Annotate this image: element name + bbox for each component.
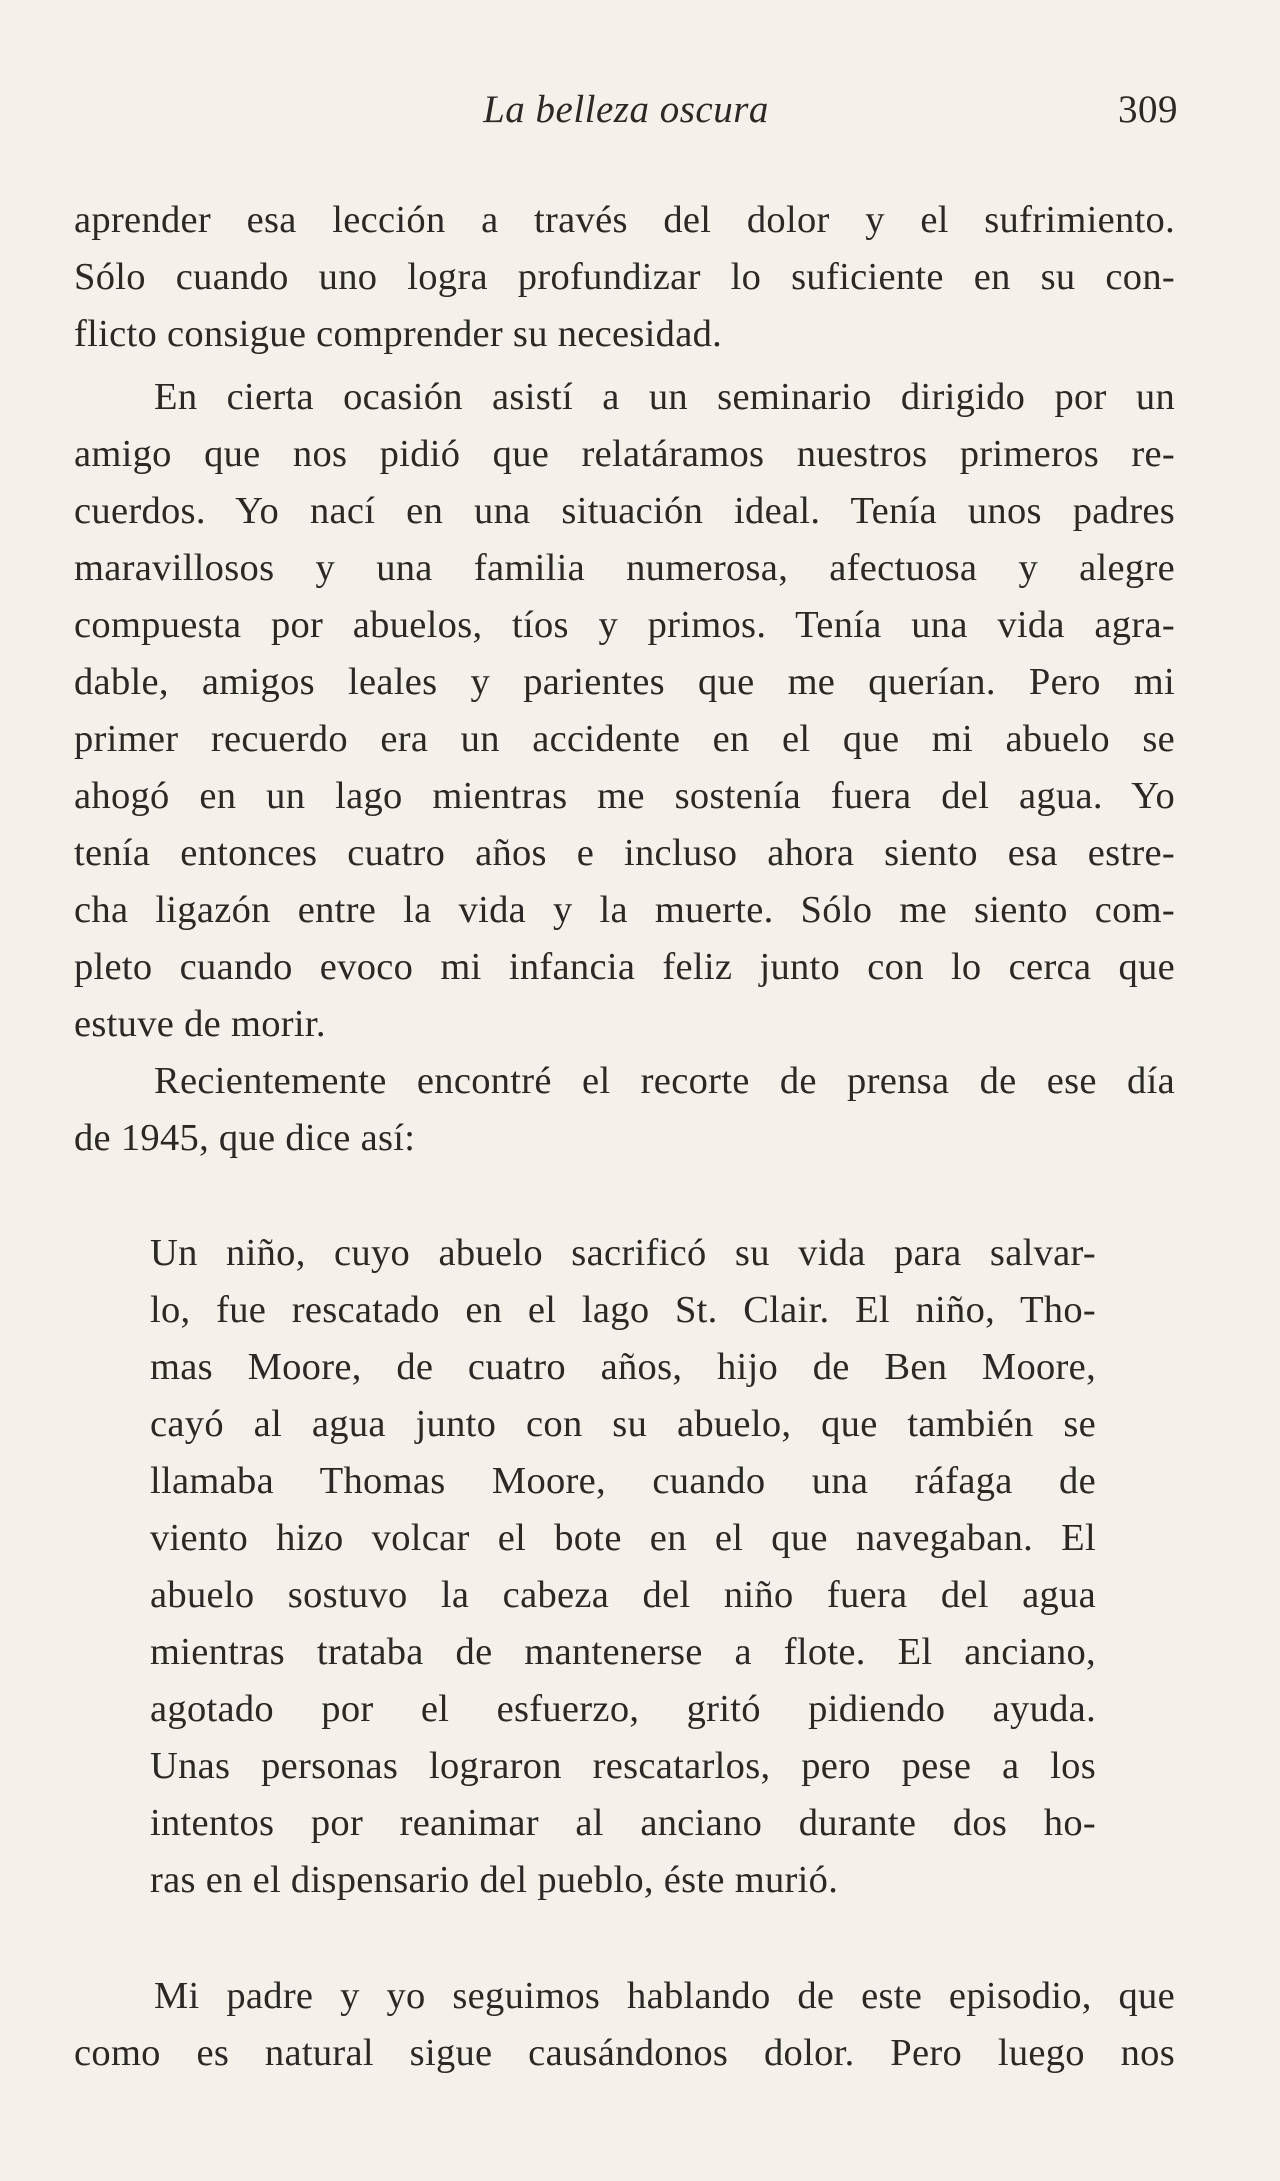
text-line: ahogó en un lago mientras me sostenía fuera del agua. Yo <box>74 775 1175 817</box>
running-header <box>74 80 1178 140</box>
text-line: estuve de morir. <box>74 1003 326 1045</box>
text-line: flicto consigue comprender su necesidad. <box>74 313 723 355</box>
text-line: primer recuerdo era un accidente en el que mi abuelo se <box>74 718 1175 760</box>
quote-line: agotado por el esfuerzo, gritó pidiendo ayuda. <box>150 1688 1096 1730</box>
text-line: compuesta por abuelos, tíos y primos. Tenía una vida agra- <box>74 604 1175 646</box>
text-line: tenía entonces cuatro años e incluso ahora siento esa estre- <box>74 832 1175 874</box>
quote-line: Un niño, cuyo abuelo sacrificó su vida para salvar- <box>150 1232 1096 1274</box>
text-line: Recientemente encontré el recorte de prensa de ese día <box>154 1060 1175 1102</box>
text-line: de 1945, que dice así: <box>74 1117 416 1159</box>
text-line: dable, amigos leales y parientes que me querían. Pero mi <box>74 661 1175 703</box>
page-number: 309 <box>1118 88 1178 131</box>
quote-line: mientras trataba de mantenerse a flote. El anciano, <box>150 1631 1096 1673</box>
quote-line: viento hizo volcar el bote en el que navegaban. El <box>150 1517 1096 1559</box>
quote-line: Unas personas lograron rescatarlos, pero pese a los <box>150 1745 1096 1787</box>
text-line: pleto cuando evoco mi infancia feliz junto con lo cerca que <box>74 946 1175 988</box>
quote-line: abuelo sostuvo la cabeza del niño fuera del agua <box>150 1574 1096 1616</box>
text-line: amigo que nos pidió que relatáramos nuestros primeros re- <box>74 433 1175 475</box>
quote-line: llamaba Thomas Moore, cuando una ráfaga de <box>150 1460 1096 1502</box>
text-line: aprender esa lección a través del dolor y el sufrimiento. <box>74 199 1175 241</box>
quote-line: intentos por reanimar al anciano durante dos ho- <box>150 1802 1096 1844</box>
text-line: cuerdos. Yo nací en una situación ideal. Tenía unos padres <box>74 490 1175 532</box>
text-line: como es natural sigue causándonos dolor. Pero luego nos <box>74 2032 1175 2074</box>
text-line: cha ligazón entre la vida y la muerte. Sólo me siento com- <box>74 889 1175 931</box>
text-line: maravillosos y una familia numerosa, afectuosa y alegre <box>74 547 1175 589</box>
running-title: La belleza oscura <box>483 88 769 131</box>
text-line: Mi padre y yo seguimos hablando de este episodio, que <box>154 1975 1175 2017</box>
quote-line: mas Moore, de cuatro años, hijo de Ben Moore, <box>150 1346 1096 1388</box>
text-line: Sólo cuando uno logra profundizar lo suficiente en su con- <box>74 256 1175 298</box>
text-line: En cierta ocasión asistí a un seminario dirigido por un <box>154 376 1175 418</box>
quote-line: cayó al agua junto con su abuelo, que también se <box>150 1403 1096 1445</box>
quote-line: lo, fue rescatado en el lago St. Clair. El niño, Tho- <box>150 1289 1096 1331</box>
quote-line: ras en el dispensario del pueblo, éste murió. <box>150 1859 839 1901</box>
